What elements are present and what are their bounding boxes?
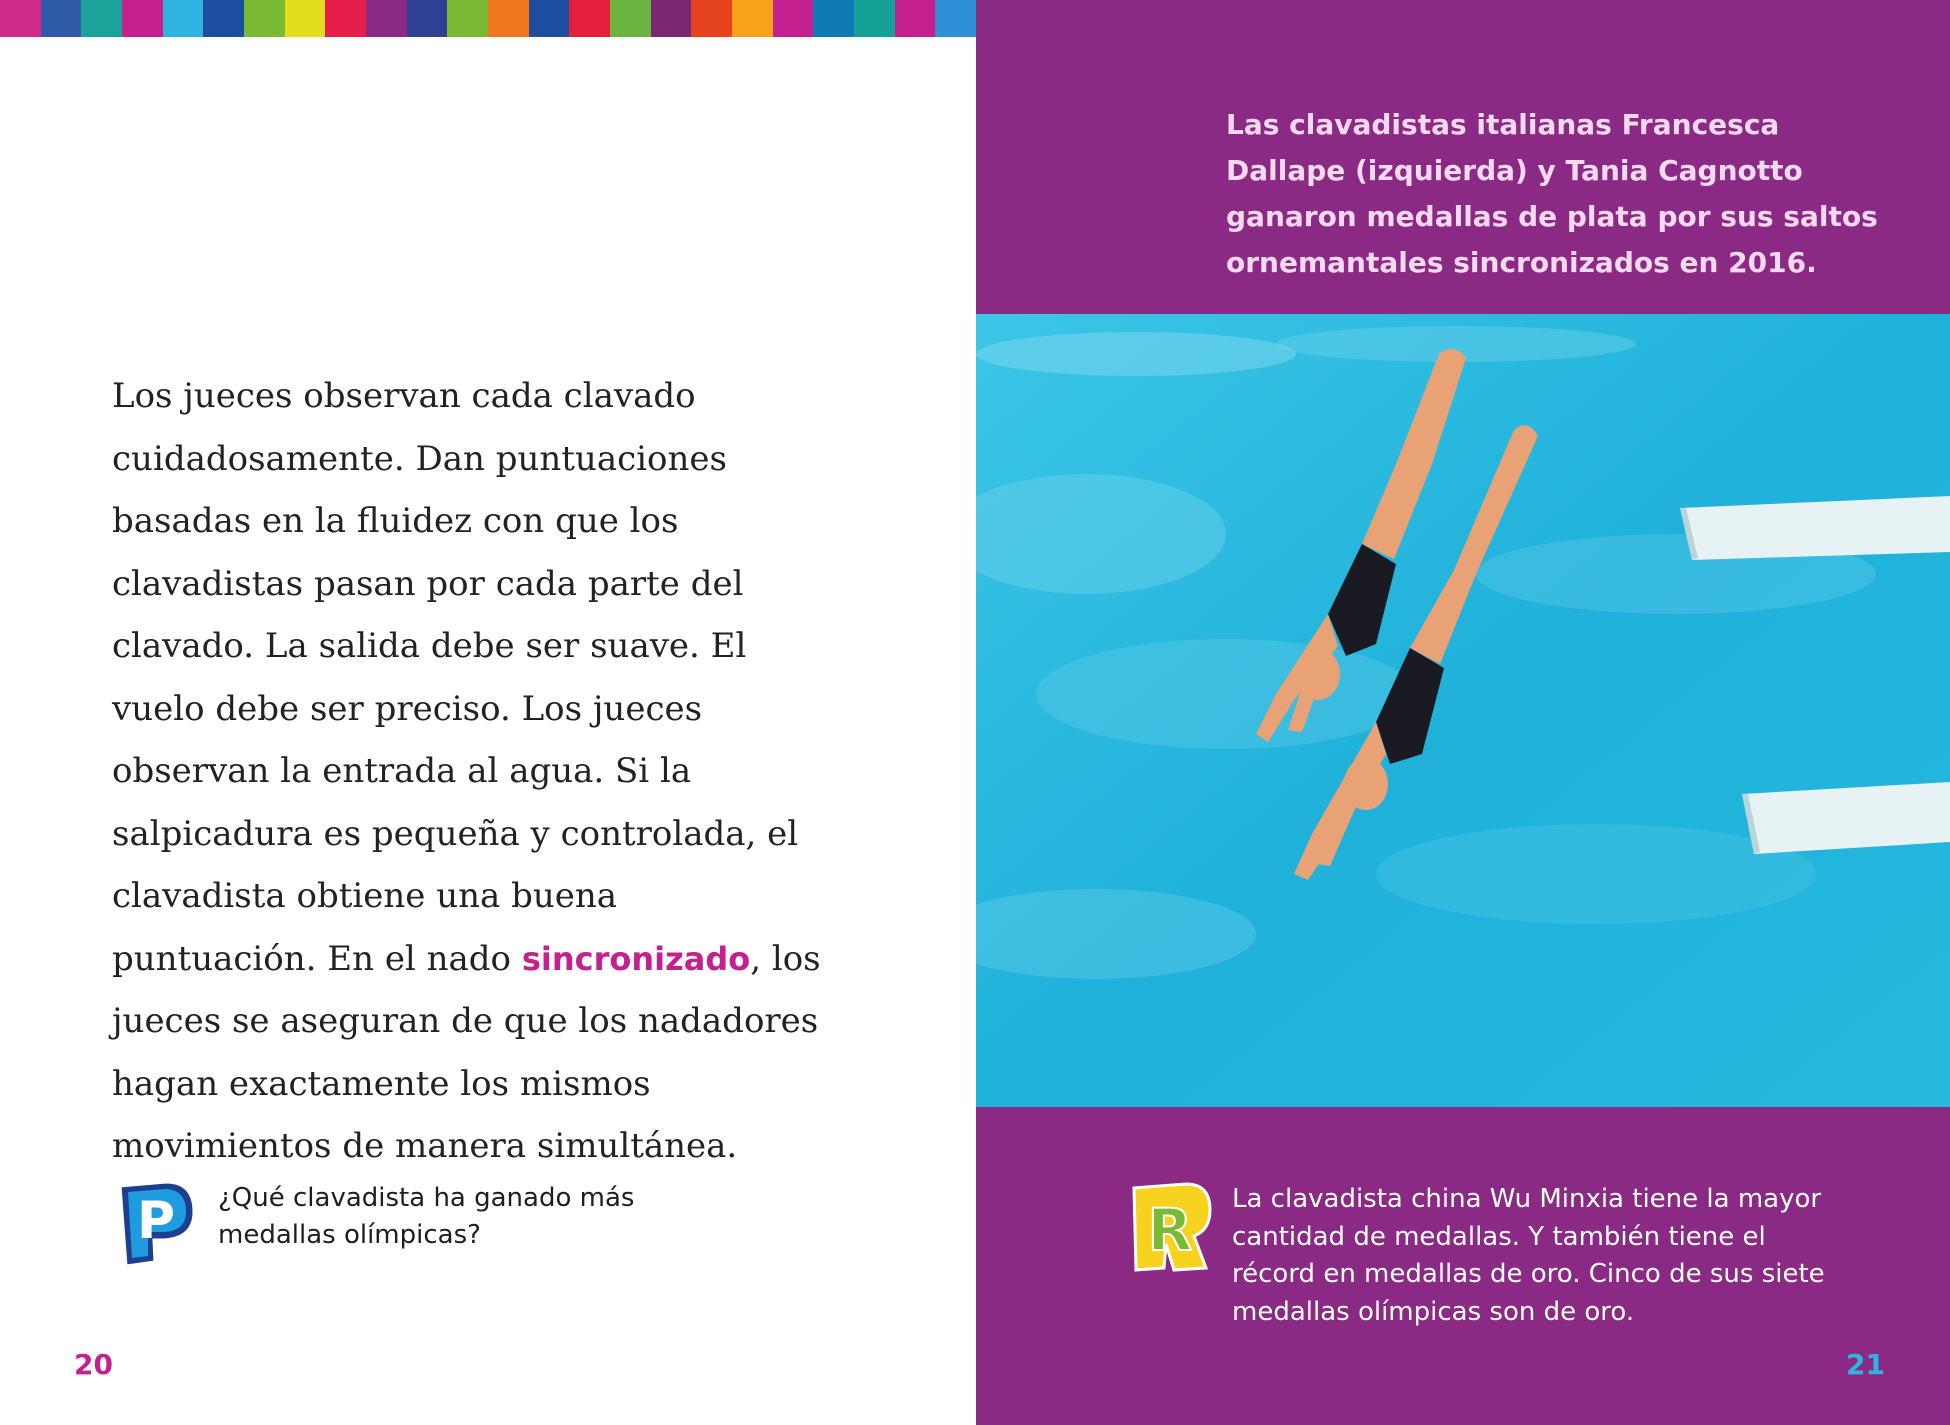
- color-strip-block: [610, 0, 651, 37]
- page-number-left: 20: [74, 1348, 113, 1381]
- glossary-term-sincronizado[interactable]: sincronizado: [521, 939, 751, 978]
- answer-badge-letter: R: [1147, 1196, 1193, 1264]
- color-strip-block: [81, 0, 122, 37]
- color-strip-block: [122, 0, 163, 37]
- divers-photo: [976, 314, 1950, 1107]
- color-strip-block: [407, 0, 448, 37]
- right-page: [976, 0, 1950, 1425]
- color-strip-block: [366, 0, 407, 37]
- question-badge-letter: P: [136, 1191, 176, 1251]
- page-number-right: 21: [1846, 1348, 1885, 1381]
- question-text: ¿Qué clavadista ha ganado más medallas olímpicas?: [218, 1183, 635, 1250]
- color-strip-block: [773, 0, 814, 37]
- body-text-start: Los jueces observan cada clavado cuidadosamente. Dan puntuaciones basadas en la fluidez con que los clavadistas pasan por cada parte del clavado. La salida debe ser suave. El vuelo debe ser preciso. Los jueces observan la entrada al agua. Si la salpicadura es pequeña y controlada, el clavadista obtiene una buena puntuación. En el nado: [112, 376, 799, 979]
- color-strip-block: [447, 0, 488, 37]
- color-strip: [0, 0, 976, 37]
- color-strip-block: [651, 0, 692, 37]
- color-strip-block: [203, 0, 244, 37]
- color-strip-block: [569, 0, 610, 37]
- question-p-icon: [108, 1176, 198, 1270]
- color-strip-block: [732, 0, 773, 37]
- answer-text: La clavadista china Wu Minxia tiene la mayor cantidad de medallas. Y también tiene el récord en medallas de oro. Cinco de sus siete medallas olímpicas son de oro.: [1232, 1184, 1825, 1327]
- color-strip-block: [285, 0, 326, 37]
- body-paragraph: [112, 365, 832, 1178]
- color-strip-block: [41, 0, 82, 37]
- diving-board-lower: [1742, 782, 1950, 854]
- color-strip-block: [935, 0, 976, 37]
- color-strip-block: [813, 0, 854, 37]
- color-strip-block: [895, 0, 936, 37]
- color-strip-block: [163, 0, 204, 37]
- color-strip-block: [244, 0, 285, 37]
- color-strip-block: [854, 0, 895, 37]
- answer-r-icon: [1126, 1180, 1212, 1274]
- color-strip-block: [0, 0, 41, 37]
- color-strip-block: [488, 0, 529, 37]
- photo-caption: Las clavadistas italianas Francesca Dallape (izquierda) y Tania Cagnotto ganaron medallas de plata por sus saltos ornemantales sincronizados en 2016.: [1226, 108, 1878, 279]
- color-strip-block: [529, 0, 570, 37]
- color-strip-block: [691, 0, 732, 37]
- color-strip-block: [325, 0, 366, 37]
- body-text-end: , los jueces se aseguran de que los nadadores hagan exactamente los mismos movimientos de manera simultánea.: [112, 938, 821, 1166]
